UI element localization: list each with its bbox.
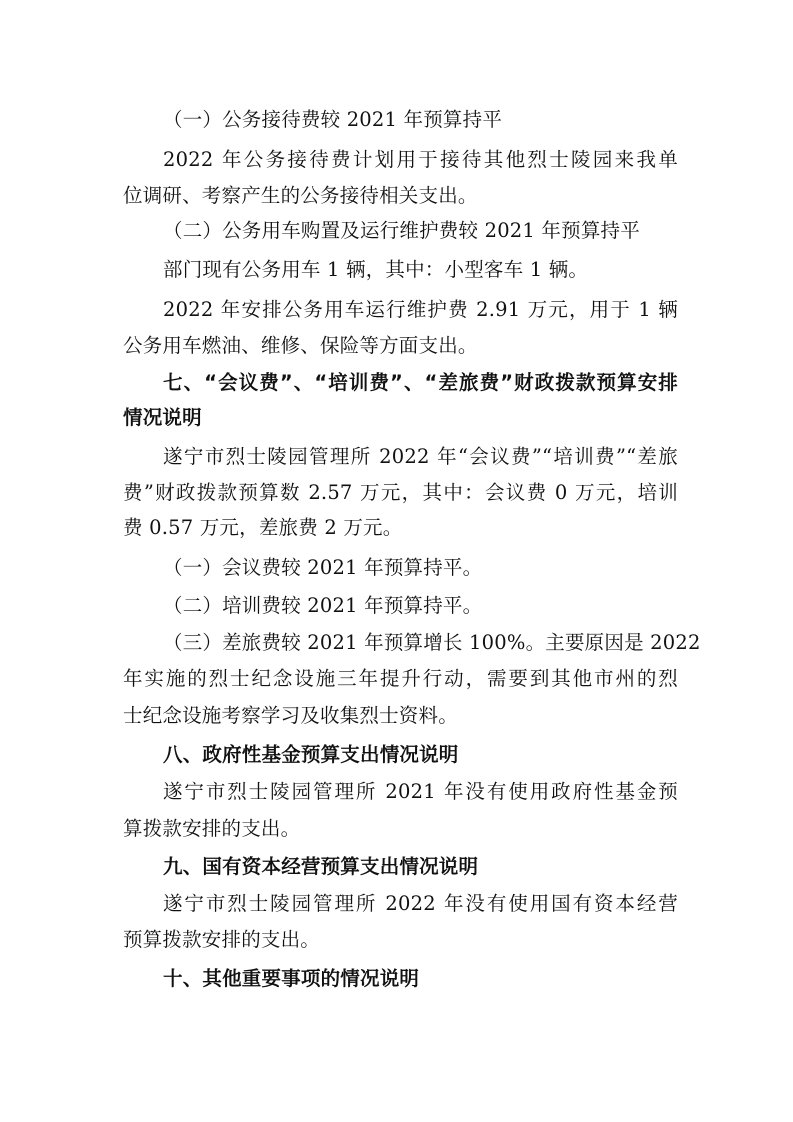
paragraph-line: 费”财政拨款预算数 2.57 万元，其中：会议费 0 万元，培训	[123, 481, 678, 504]
paragraph-line: 费 0.57 万元，差旅费 2 万元。	[123, 516, 403, 539]
paragraph-line: 公务用车燃油、维修、保险等方面支出。	[123, 334, 478, 357]
subheading-vehicle: （二）公务用车购置及运行维护费较 2021 年预算持平	[163, 219, 640, 242]
paragraph-line: 遂宁市烈士陵园管理所 2022 年没有使用国有资本经营	[163, 892, 678, 915]
paragraph-line: 部门现有公务用车 1 辆，其中：小型客车 1 辆。	[163, 258, 589, 281]
paragraph-line: 遂宁市烈士陵园管理所 2021 年没有使用政府性基金预	[163, 780, 678, 803]
section-heading-9: 九、国有资本经营预算支出情况说明	[163, 855, 479, 878]
paragraph-line: 遂宁市烈士陵园管理所 2022 年“会议费”“培训费”“差旅	[163, 445, 678, 468]
section-heading-10: 十、其他重要事项的情况说明	[163, 967, 420, 990]
section-heading-8: 八、政府性基金预算支出情况说明	[163, 743, 459, 766]
paragraph-line: （一）会议费较 2021 年预算持平。	[163, 556, 483, 579]
paragraph-line: （三）差旅费较 2021 年预算增长 100%。主要原因是 2022	[163, 631, 701, 654]
paragraph-line: 算拨款安排的支出。	[123, 817, 301, 840]
paragraph-line: 士纪念设施考察学习及收集烈士资料。	[123, 704, 458, 727]
paragraph-line: （二）培训费较 2021 年预算持平。	[163, 594, 483, 617]
section-heading-7-cont: 情况说明	[123, 406, 202, 429]
paragraph-line: 预算拨款安排的支出。	[123, 928, 321, 951]
paragraph-line: 2022 年公务接待费计划用于接待其他烈士陵园来我单	[163, 148, 678, 171]
paragraph-line: 年实施的烈士纪念设施三年提升行动，需要到其他市州的烈	[123, 667, 678, 690]
paragraph-line: 2022 年安排公务用车运行维护费 2.91 万元，用于 1 辆	[163, 298, 678, 321]
subheading-reception: （一）公务接待费较 2021 年预算持平	[163, 108, 503, 131]
paragraph-line: 位调研、考察产生的公务接待相关支出。	[123, 184, 478, 207]
section-heading-7: 七、“会议费”、“培训费”、“差旅费”财政拨款预算安排	[163, 371, 678, 394]
